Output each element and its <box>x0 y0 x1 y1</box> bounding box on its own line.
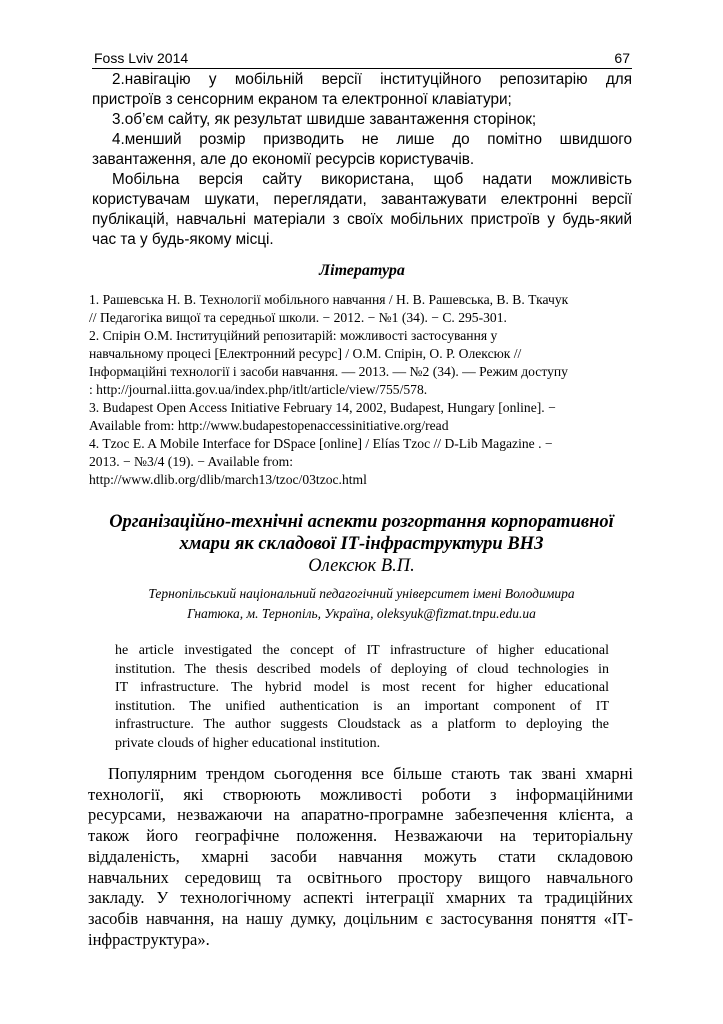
text-line: віддаленість, хмарні засоби навчання можуть стати складовою <box>88 846 633 866</box>
text-line: ресурсами, незважаючи на апаратно-програмне забезпечення клієнта, а <box>88 805 633 825</box>
reference-line: // Педагогіка вищої та середньої школи. − 2012. − №1 (34). − С. 295-301. <box>89 310 507 325</box>
reference-line: навчальному процесі [Електронний ресурс] / О.М. Спірін, О. Р. Олексюк // <box>89 346 522 361</box>
text-line: Популярним трендом сьогодення все більше стають так звані хмарні <box>108 764 633 783</box>
text-line: закладу. У технологічному аспекті інтеграції хмарних та традиційних <box>88 888 633 908</box>
literature-heading: Література <box>319 262 405 279</box>
abstract-line: he article investigated the concept of IT infrastructure of higher educational <box>115 643 609 658</box>
abstract-line: institution. The thesis described models of deploying of cloud technologies in <box>115 661 609 677</box>
reference-line: 3. Budapest Open Access Initiative February 14, 2002, Budapest, Hungary [online]. − <box>89 400 556 415</box>
article-title-line: хмари як складової ІТ-інфраструктури ВНЗ <box>179 534 544 554</box>
affiliation-line: Гнатюка, м. Тернопіль, Україна, oleksyuk@fizmat.tnpu.edu.ua <box>187 606 536 621</box>
text-line: 2.навігацію у мобільній версії інституційного репозитарію для <box>112 71 632 88</box>
intro-paragraphs <box>92 70 632 250</box>
text-line: завантаження, але до економії ресурсів користувачів. <box>92 151 475 168</box>
abstract-line: institution. The unified authentication is an important component of IT <box>115 698 609 714</box>
reference-line: Інформаційні технології і засоби навчання. — 2013. — №2 (34). — Режим доступу <box>89 364 568 379</box>
abstract-line: infrastructure. The author suggests Cloudstack as a platform to deploying the <box>115 717 609 732</box>
main-paragraph <box>88 764 633 950</box>
abstract-line: private clouds of higher educational institution. <box>115 735 381 751</box>
text-line: час та у будь-якому місці. <box>92 231 274 248</box>
reference-line: 4. Tzoc E. A Mobile Interface for DSpace [online] / Elías Tzoc // D-Lib Magazine . − <box>89 436 553 451</box>
references-list <box>89 291 634 489</box>
reference-line: http://www.dlib.org/dlib/march13/tzoc/03tzoc.html <box>89 472 367 487</box>
text-line: користувачам шукати, переглядати, завантажувати електронні версії <box>92 191 632 208</box>
article-title <box>60 511 663 555</box>
text-line: 3.об’єм сайту, як результат швидше завантаження сторінок; <box>112 111 537 128</box>
text-line: Мобільна версія сайту використана, щоб надати можливість <box>112 171 632 188</box>
reference-line: 2013. − №3/4 (19). − Available from: <box>89 454 293 469</box>
reference-line: : http://journal.iitta.gov.ua/index.php/itlt/article/view/755/578. <box>89 382 428 397</box>
page-number: 67 <box>614 50 630 66</box>
text-line: навчальних середовищ та освітнього простору вищого навчального <box>88 867 633 887</box>
abstract-line: IT infrastructure. The hybrid model is most recent for higher educational <box>115 680 609 695</box>
text-line: технології, які створюють можливості роботи з інформаційними <box>88 784 633 804</box>
text-line: також його географічне положення. Незважаючи на територіальну <box>88 826 633 846</box>
article-author: Олексюк В.П. <box>308 556 415 576</box>
text-line: 4.менший розмір призводить не лише до помітно швидшого <box>112 131 632 148</box>
reference-line: 2. Спірін О.М. Інституційний репозитарій: можливості застосування у <box>89 328 498 343</box>
affiliation-line: Тернопільський національний педагогічний університет імені Володимира <box>148 586 575 601</box>
reference-line: 1. Рашевська Н. В. Технології мобільного навчання / Н. В. Рашевська, В. В. Ткачук <box>89 292 569 307</box>
article-title-line: Організаційно-технічні аспекти розгортання корпоративної <box>109 512 614 532</box>
text-line: пристроїв з сенсорним екраном та електронної клавіатури; <box>92 91 512 108</box>
author-affiliation <box>60 584 663 624</box>
text-line: публікацій, навчальні матеріали з своїх мобільних пристроїв у будь-який <box>92 211 632 228</box>
reference-line: Available from: http://www.budapestopenaccessinitiative.org/read <box>89 418 449 433</box>
text-line: інфраструктура». <box>88 929 210 949</box>
page-header <box>92 50 632 69</box>
abstract <box>115 642 609 753</box>
conference-name: Foss Lviv 2014 <box>94 50 189 66</box>
text-line: засобів навчання, на нашу думку, доцільним є застосування поняття «ІТ- <box>88 908 633 928</box>
